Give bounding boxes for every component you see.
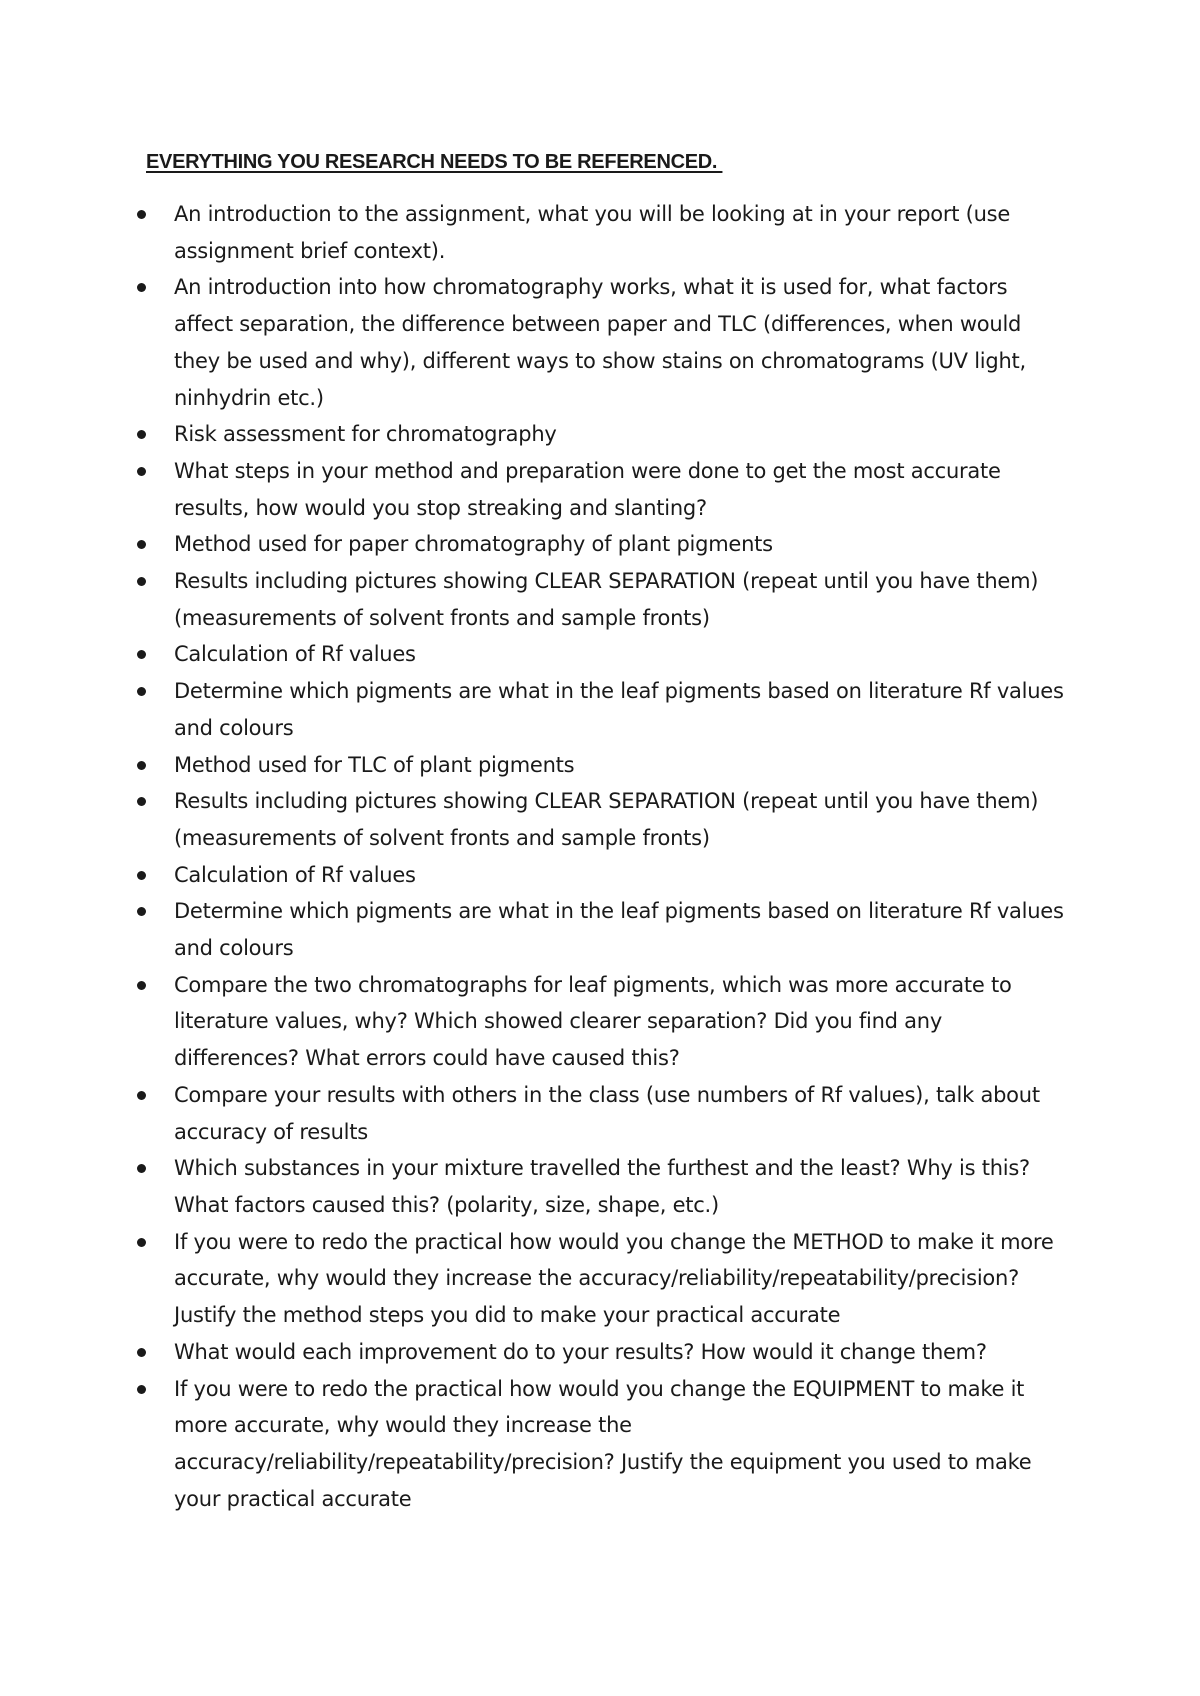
list-item-text: Risk assessment for chromatography — [174, 422, 557, 447]
bullet-icon — [137, 687, 146, 696]
bullet-icon — [137, 577, 146, 586]
list-item — [137, 1224, 1072, 1334]
list-item-text: Method used for TLC of plant pigments — [174, 752, 575, 777]
list-item-text: If you were to redo the practical how would you change the EQUIPMENT to make it more accurate, why would they increase the accuracy/reliability/repeatability/precision? Justify the equipment you used to make your practical accurate — [174, 1376, 1032, 1511]
list-item — [137, 783, 1072, 856]
list-item-text: An introduction into how chromatography works, what it is used for, what factors affect separation, the difference between paper and TLC (differences, when would they be used and why), different ways to show stains on chromatograms (UV light, ninhydrin etc.) — [174, 275, 1026, 410]
list-item — [137, 636, 1072, 673]
bullet-icon — [137, 1091, 146, 1100]
bullet-icon — [137, 981, 146, 990]
list-item — [137, 857, 1072, 894]
list-item-text: Determine which pigments are what in the leaf pigments based on literature Rf values and colours — [174, 899, 1064, 961]
bullet-icon — [137, 650, 146, 659]
list-item — [137, 526, 1072, 563]
requirements-list — [137, 196, 1072, 1517]
bullet-icon — [137, 1385, 146, 1394]
list-item-text: Results including pictures showing CLEAR SEPARATION (repeat until you have them) (measurements of solvent fronts and sample fronts) — [174, 789, 1039, 850]
list-item-text: Method used for paper chromatography of plant pigments — [174, 532, 773, 557]
bullet-icon — [137, 1238, 146, 1247]
list-item — [137, 269, 1072, 416]
list-item — [137, 1077, 1072, 1150]
list-item-text: An introduction to the assignment, what you will be looking at in your report (use assignment brief context). — [174, 202, 1011, 263]
list-item — [137, 453, 1072, 526]
list-item-text: Compare your results with others in the class (use numbers of Rf values), talk about accuracy of results — [174, 1082, 1040, 1144]
bullet-icon — [137, 761, 146, 770]
bullet-icon — [137, 1348, 146, 1357]
bullet-icon — [137, 907, 146, 916]
bullet-icon — [137, 467, 146, 476]
list-item-text: What would each improvement do to your results? How would it change them? — [174, 1339, 987, 1364]
list-item — [137, 893, 1072, 966]
document-heading: EVERYTHING YOU RESEARCH NEEDS TO BE REFERENCED. — [146, 151, 723, 173]
list-item-text: Which substances in your mixture travelled the furthest and the least? Why is this? What factors caused this? (polarity, size, shape, etc.) — [174, 1156, 1030, 1217]
bullet-icon — [137, 430, 146, 439]
list-item — [137, 416, 1072, 453]
list-item-text: Calculation of Rf values — [174, 862, 416, 887]
list-item-text: If you were to redo the practical how would you change the METHOD to make it more accurate, why would they increase the accuracy/reliability/repeatability/precision? Justify the method steps you did to make your practical accurate — [174, 1229, 1054, 1328]
list-item-text: Determine which pigments are what in the leaf pigments based on literature Rf values and colours — [174, 679, 1064, 740]
bullet-icon — [137, 871, 146, 880]
list-item — [137, 1150, 1072, 1223]
bullet-icon — [137, 283, 146, 292]
list-item — [137, 967, 1072, 1077]
list-item — [137, 196, 1072, 269]
bullet-icon — [137, 1164, 146, 1173]
list-item — [137, 1334, 1072, 1371]
list-item — [137, 747, 1072, 784]
bullet-icon — [137, 540, 146, 549]
list-item — [137, 673, 1072, 746]
list-item-text: What steps in your method and preparation were done to get the most accurate results, how would you stop streaking and slanting? — [174, 458, 1001, 520]
bullet-icon — [137, 797, 146, 806]
bullet-icon — [137, 210, 146, 219]
list-item-text: Calculation of Rf values — [174, 642, 416, 667]
list-item-text: Results including pictures showing CLEAR SEPARATION (repeat until you have them) (measurements of solvent fronts and sample fronts) — [174, 569, 1039, 630]
list-item — [137, 563, 1072, 636]
list-item — [137, 1371, 1072, 1518]
list-item-text: Compare the two chromatographs for leaf pigments, which was more accurate to literature values, why? Which showed clearer separation? Did you find any differences? What errors could have caused this? — [174, 972, 1012, 1071]
